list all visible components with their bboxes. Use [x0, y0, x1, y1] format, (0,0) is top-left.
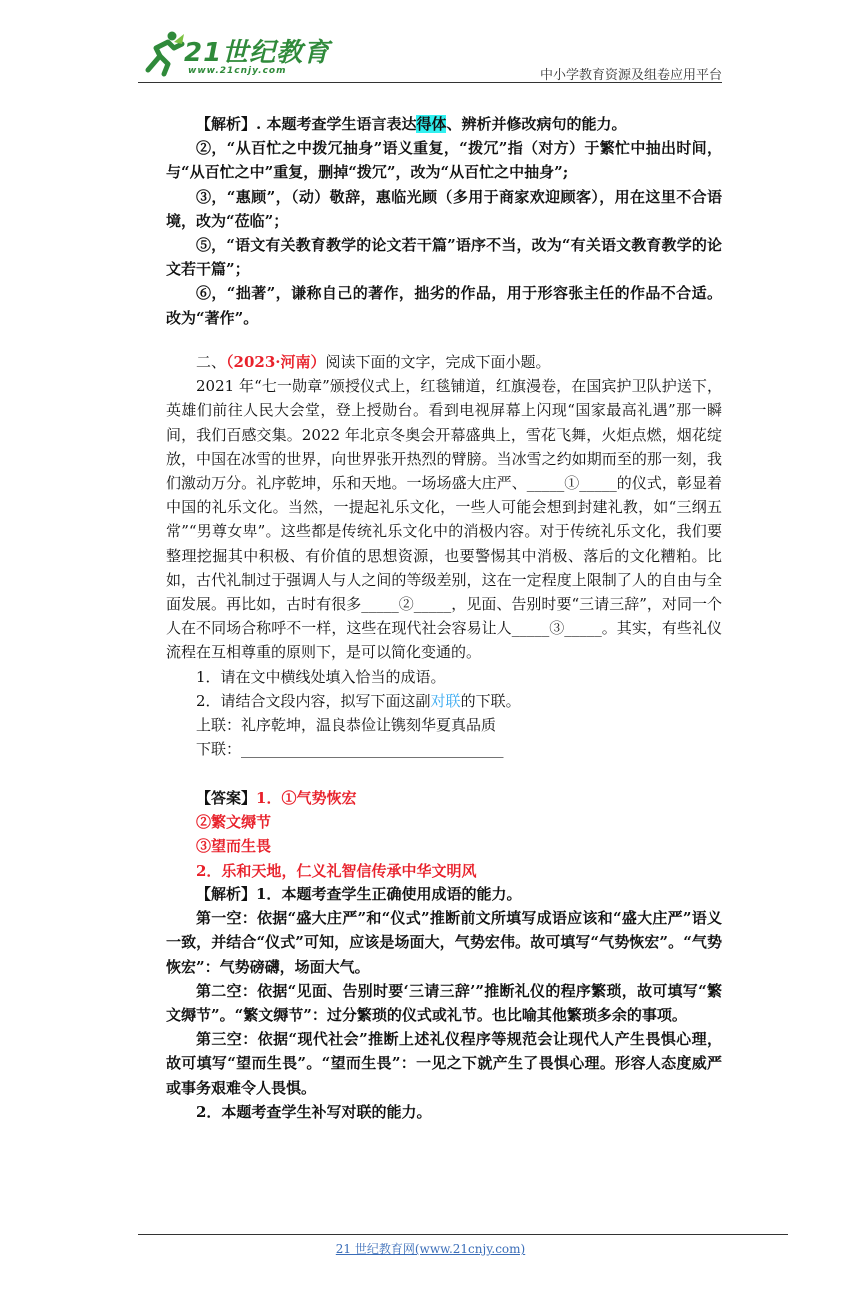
- question-intro: [166, 350, 722, 374]
- answer-1: [166, 786, 722, 810]
- header-tagline: 中小学教育资源及组卷应用平台: [539, 68, 722, 83]
- highlighted-term: 得体: [416, 115, 447, 133]
- sub-question-2-prefix: 2．请结合文段内容，拟写下面这副: [196, 691, 431, 710]
- footer-link[interactable]: 21 世纪教育网(www.21cnjy.com): [335, 1242, 526, 1256]
- answer-3: ③望而生畏: [196, 837, 272, 856]
- reading-passage: 2021 年“七一勋章”颁授仪式上，红毯铺道，红旗漫卷，在国宾护卫队护送下，英雄们前往人民大会堂，登上授勋台。看到电视屏幕上闪现“国家最高礼遇”那一瞬间，我们百感交集。2022 年北京冬奥会开幕盛典上，雪花飞舞，火炬点燃，烟花绽放，中国在冰雪的世界，向世界张开热烈的臂膀。当冰雪之约如期而至的那一刻，我们激动万分。礼序乾坤，乐和天地。一场场盛大庄严、_____①_____的仪式，彰显着中国的礼乐文化。当然，一提起礼乐文化，一些人可能会想到封建礼教，如“三纲五常”“男尊女卑”。这些都是传统礼乐文化中的消极内容。对于传统礼乐文化，我们要整理挖掘其中积极、有价值的思想资源，也要警惕其中消极、落后的文化糟粕。比如，古代礼制过于强调人与人之间的等级差别，这在一定程度上限制了人的自由与全面发展。再比如，古时有很多_____②_____，见面、告别时要“三请三辞”，对同一个人在不同场合称呼不一样，这些在现代社会容易让人_____③_____。其实，有些礼仪流程在互相尊重的原则下，是可以简化变通的。: [166, 377, 722, 662]
- analysis1-item-3: ③，“惠顾”，（动）敬辞，惠临光顾（多用于商家欢迎顾客），用在这里不合语境，改为“莅临”；: [166, 187, 722, 230]
- analysis2-intro: 【解析】1．本题考查学生正确使用成语的能力。: [196, 885, 522, 903]
- header-divider: [138, 82, 722, 83]
- analysis1-intro: [166, 112, 722, 136]
- sub-question-2: [166, 689, 722, 713]
- couplet-link[interactable]: 对联: [430, 691, 461, 710]
- question-source: （2023·河南）: [226, 353, 326, 371]
- analysis1-intro-prefix: 【解析】. 本题考查学生语言表达: [196, 115, 417, 133]
- upper-couplet: 上联：礼序乾坤，温良恭俭让镌刻华夏真品质: [196, 716, 497, 735]
- site-logo: [138, 30, 338, 80]
- question-instruction: 阅读下面的文字，完成下面小题。: [325, 353, 551, 371]
- analysis1-item-2: ②，“从百忙之中拨冗抽身”语义重复，“拨冗”指（对方）于繁忙中抽出时间，与“从百忙之中”重复，删掉“拨冗”，改为“从百忙之中抽身”;: [166, 139, 722, 182]
- page-header: [138, 30, 722, 88]
- logo-url: www.21cnjy.com: [188, 66, 287, 76]
- lower-couplet-blank: 下联：___________________________________: [196, 740, 504, 759]
- answer-1-text: 1．①气势恢宏: [256, 789, 357, 807]
- question-section: [166, 350, 722, 761]
- analysis1-item-5: ⑤，“语文有关教育教学的论文若干篇”语序不当，改为“有关语文教育教学的论文若干篇”；: [166, 236, 722, 279]
- sub-question-2-suffix: 的下联。: [460, 691, 521, 710]
- runner-icon: [138, 30, 186, 78]
- logo-text: 21世纪教育: [184, 38, 331, 68]
- analysis2-couplet: 2．本题考查学生补写对联的能力。: [196, 1102, 432, 1121]
- question-number: 二、: [196, 353, 227, 371]
- answer-4: 2．乐和天地，仁义礼智信传承中华文明风: [196, 861, 477, 880]
- answer-section: [166, 786, 722, 883]
- analysis2-blank-3: 第三空：依据“现代社会”推断上述礼仪程序等规范会让现代人产生畏惧心理，故可填写“望而生畏”。“望而生畏”：一见之下就产生了畏惧心理。形容人态度威严或事务艰难令人畏惧。: [166, 1030, 722, 1097]
- footer-divider: [138, 1234, 788, 1235]
- sub-question-1: 1．请在文中横线处填入恰当的成语。: [196, 667, 446, 686]
- analysis2-blank-2: 第二空：依据“见面、告别时要‘三请三辞’”推断礼仪的程序繁琐，故可填写“繁文缛节”。“繁文缛节”：过分繁琐的仪式或礼节。也比喻其他繁琐多余的事项。: [166, 981, 722, 1025]
- analysis1-intro-suffix: 、辨析并修改病句的能力。: [446, 115, 627, 133]
- answer-label: 【答案】: [196, 789, 257, 807]
- analysis2-blank-1: 第一空：依据“盛大庄严”和“仪式”推断前文所填写成语应该和“盛大庄严”语义一致，并结合“仪式”可知，应该是场面大，气势宏伟。故可填写“气势恢宏”。“气势恢宏”：气势磅礴，场面大气。: [166, 909, 722, 976]
- analysis1-item-6: ⑥，“拙著”，谦称自己的著作，拙劣的作品，用于形容张主任的作品不合适。改为“著作”。: [166, 284, 722, 327]
- analysis-section-2: [166, 882, 722, 1124]
- answer-2: ②繁文缛节: [196, 813, 272, 832]
- analysis-section-1: [166, 112, 722, 330]
